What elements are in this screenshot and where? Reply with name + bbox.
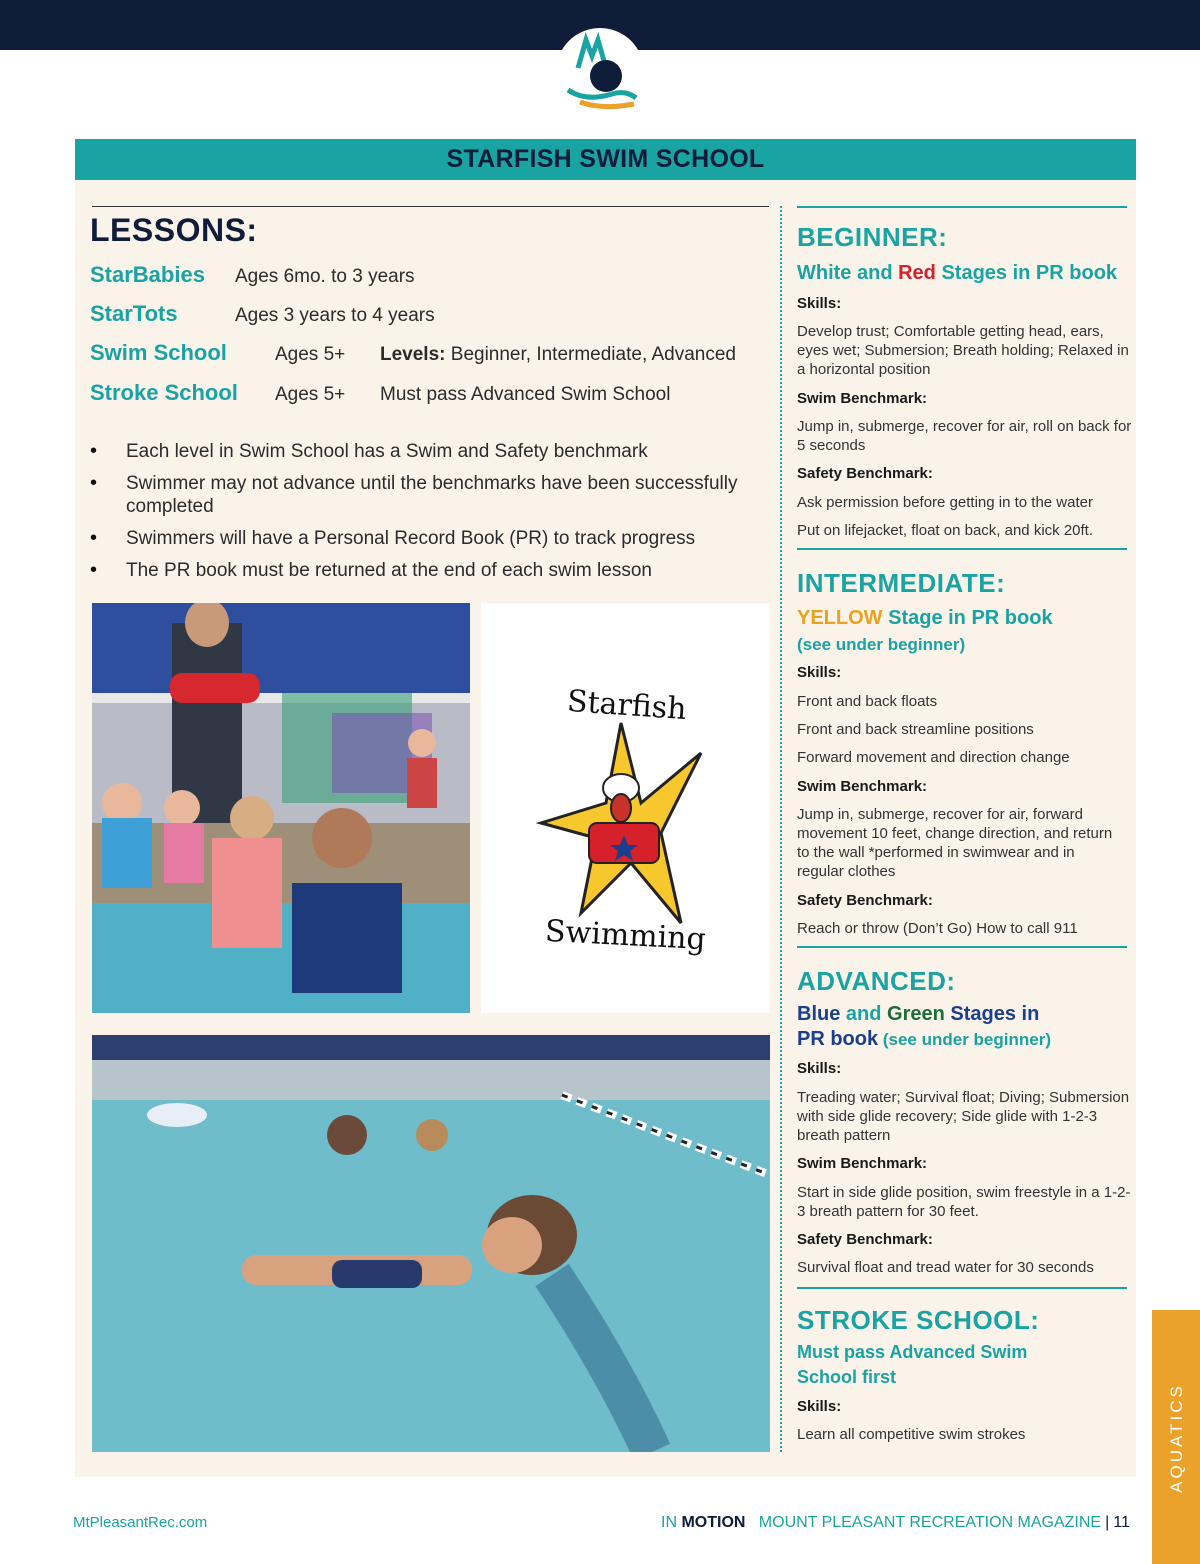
- swim-benchmark-label: Swim Benchmark:: [797, 1155, 928, 1172]
- beginner-skills: Develop trust; Comfortable getting head, ears, eyes wet; Submersion; Breath holding; Relaxed in a horizontal position: [797, 323, 1129, 378]
- advanced-stages-c: PR book: [797, 1028, 879, 1050]
- safety-benchmark-label: Safety Benchmark:: [797, 465, 933, 482]
- intermediate-stages-b: Stage in PR book: [882, 607, 1053, 629]
- levels-value: Beginner, Intermediate, Advanced: [450, 344, 736, 365]
- swim-benchmark-label: Swim Benchmark:: [797, 778, 928, 795]
- skills-label: Skills:: [797, 1060, 842, 1077]
- lesson-name: StarBabies: [90, 262, 205, 287]
- intermediate-note: (see under beginner): [797, 635, 966, 654]
- beginner-swim-benchmark: Jump in, submerge, recover for air, roll on back for 5 seconds: [797, 418, 1132, 454]
- divider: [797, 548, 1127, 550]
- skills-label: Skills:: [797, 1398, 842, 1415]
- beginner-heading: BEGINNER:: [797, 222, 948, 252]
- advanced-heading: ADVANCED:: [797, 966, 956, 996]
- page-number: 11: [1113, 1514, 1130, 1531]
- intermediate-skill: Forward movement and direction change: [797, 749, 1070, 766]
- lesson-ages: Ages 6mo. to 3 years: [235, 266, 415, 287]
- section-tab-label: AQUATICS: [1167, 1383, 1186, 1493]
- intermediate-safety: Reach or throw (Don’t Go) How to call 911: [797, 920, 1078, 937]
- lesson-ages: Ages 5+: [275, 344, 346, 365]
- footer-website[interactable]: MtPleasantRec.com: [73, 1514, 208, 1531]
- lessons-heading: LESSONS:: [90, 212, 258, 248]
- skills-label: Skills:: [797, 295, 842, 312]
- stroke-school-heading: STROKE SCHOOL:: [797, 1305, 1040, 1335]
- intermediate-stages-yellow: YELLOW: [797, 607, 883, 629]
- divider: [797, 1287, 1127, 1289]
- footer-in: IN: [661, 1514, 682, 1531]
- advanced-skills: Treading water; Survival float; Diving; Submersion with side glide recovery; Side glide with 1-2-3 breath pattern: [797, 1089, 1130, 1144]
- bullet-item: • The PR book must be returned at the end of each swim lesson: [90, 559, 770, 582]
- footer-separator: |: [1105, 1514, 1110, 1531]
- mount-pleasant-logo: [556, 28, 644, 116]
- advanced-stages-line2: [797, 1027, 1051, 1052]
- footer-motion: MOTION: [681, 1514, 746, 1531]
- stroke-school-skills: Learn all competitive swim strokes: [797, 1426, 1026, 1443]
- advanced-safety: Survival float and tread water for 30 seconds: [797, 1259, 1094, 1276]
- pool-lesson-photo: [92, 603, 470, 1013]
- page-title: STARFISH SWIM SCHOOL: [446, 145, 765, 173]
- intermediate-stages: [797, 606, 1053, 631]
- beginner-stages-b: Stages in PR book: [935, 262, 1118, 284]
- lesson-name: StarTots: [90, 301, 178, 326]
- bullet-item: • Swimmers will have a Personal Record Book (PR) to track progress: [90, 527, 770, 550]
- swim-benchmark-label: Swim Benchmark:: [797, 390, 928, 407]
- lesson-name: Swim School: [90, 340, 227, 365]
- bullet-item: • Each level in Swim School has a Swim and Safety benchmark: [90, 440, 770, 463]
- safety-benchmark-label: Safety Benchmark:: [797, 1231, 933, 1248]
- divider: [797, 206, 1127, 208]
- intermediate-skill: Front and back streamline positions: [797, 721, 1034, 738]
- advanced-stages: [797, 1002, 1039, 1027]
- footer-magazine-name: MOUNT PLEASANT RECREATION MAGAZINE: [758, 1514, 1102, 1531]
- lesson-requirement: Must pass Advanced Swim School: [380, 384, 671, 405]
- advanced-stages-and: and: [840, 1003, 888, 1025]
- title-bar: [75, 139, 1136, 180]
- safety-benchmark-label: Safety Benchmark:: [797, 892, 933, 909]
- column-divider: [780, 206, 782, 1452]
- footer-magazine: [661, 1514, 1130, 1532]
- beginner-safety-1: Ask permission before getting in to the water: [797, 494, 1093, 511]
- left-rule: [92, 206, 769, 207]
- intermediate-heading: INTERMEDIATE:: [797, 568, 1006, 598]
- lesson-ages: Ages 5+: [275, 384, 346, 405]
- advanced-swim-benchmark: Start in side glide position, swim freestyle in a 1-2-3 breath pattern for 30 feet.: [797, 1184, 1131, 1220]
- advanced-stages-blue: Blue: [797, 1003, 841, 1025]
- divider: [797, 946, 1127, 948]
- section-tab: [1152, 1310, 1200, 1564]
- bullet-item: • Swimmer may not advance until the benchmarks have been successfully completed: [90, 472, 770, 518]
- advanced-stages-b: Stages in: [944, 1003, 1040, 1025]
- beginner-stages-a: White and: [797, 262, 899, 284]
- advanced-note: (see under beginner): [878, 1030, 1051, 1049]
- stroke-school-req-1: Must pass Advanced Swim: [797, 1342, 1028, 1362]
- beginner-stages-red: Red: [898, 262, 936, 284]
- starfish-logo-top-text: Starfish: [565, 683, 688, 728]
- beginner-stages: [797, 261, 1117, 286]
- lesson-bullets: [90, 440, 770, 591]
- levels-label: Levels:: [380, 344, 446, 365]
- lesson-name: Stroke School: [90, 380, 238, 405]
- intermediate-skill: Front and back floats: [797, 693, 938, 710]
- starfish-logo-bottom-text: Swimming: [544, 913, 707, 958]
- stroke-school-req-2: School first: [797, 1367, 897, 1387]
- lesson-levels: [380, 344, 736, 366]
- pool-swim-photo: [92, 1035, 770, 1452]
- lesson-ages: Ages 3 years to 4 years: [235, 305, 435, 326]
- advanced-stages-green: Green: [887, 1003, 945, 1025]
- skills-label: Skills:: [797, 664, 842, 681]
- intermediate-swim-benchmark: Jump in, submerge, recover for air, forward movement 10 feet, change direction, and return to the wall *performed in swimwear and in regular clothes: [797, 806, 1113, 880]
- beginner-safety-2: Put on lifejacket, float on back, and kick 20ft.: [797, 522, 1094, 539]
- starfish-swimming-logo-panel: [481, 603, 770, 1013]
